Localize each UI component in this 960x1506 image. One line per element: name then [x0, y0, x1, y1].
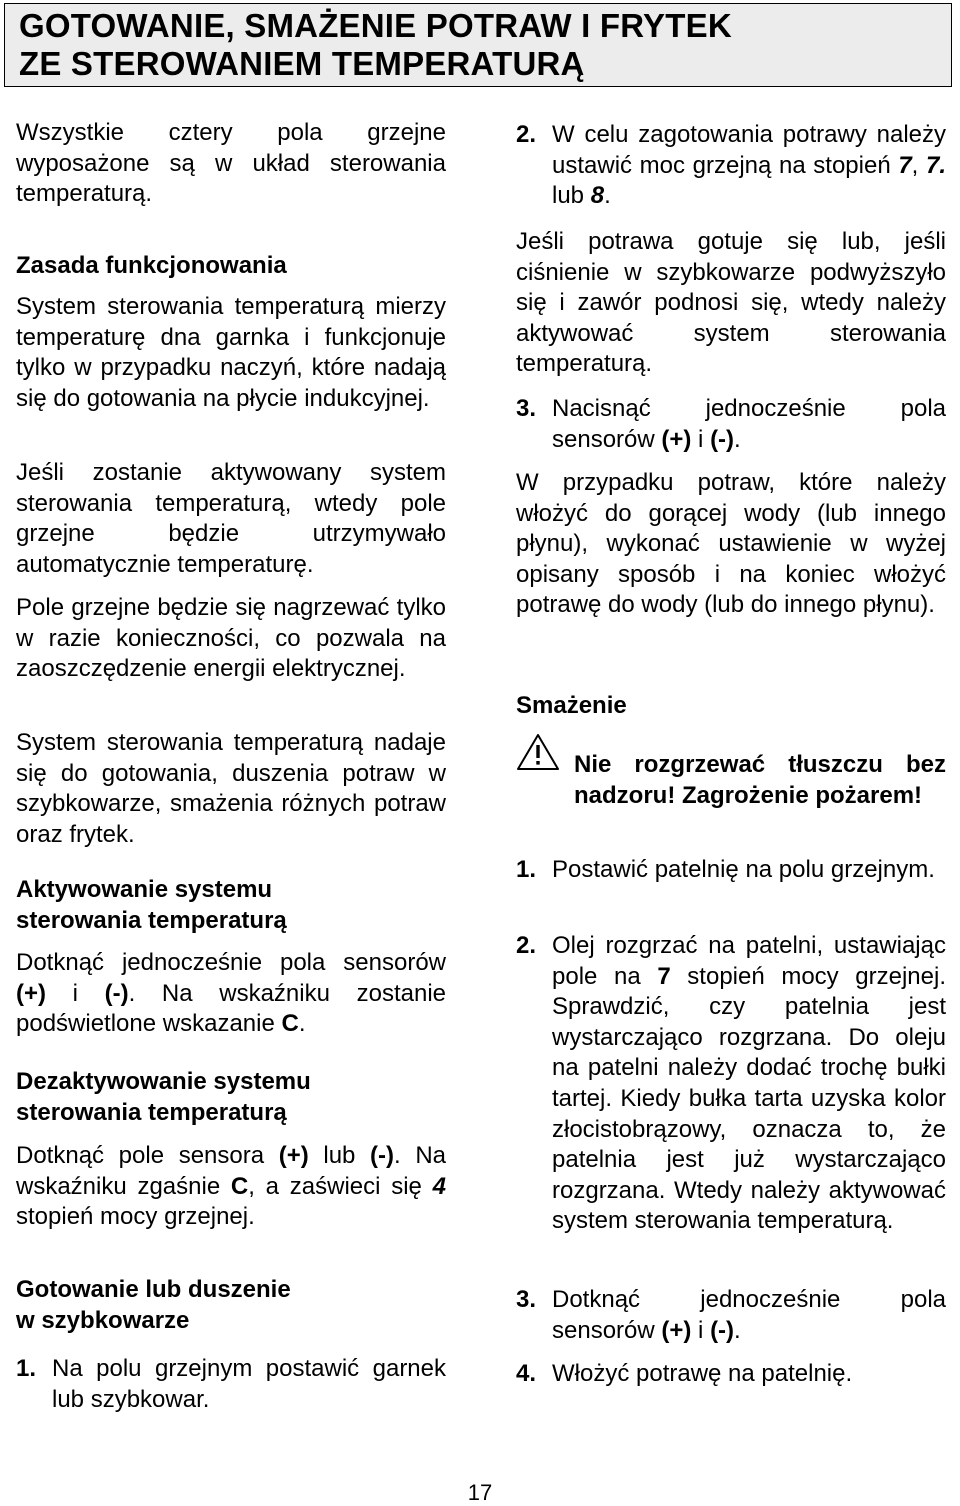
- intro-paragraph: Wszystkie cztery pola grzejne wyposażone są w układ sterowania temperaturą.: [16, 119, 446, 208]
- step-number: 3.: [516, 1286, 537, 1313]
- aktywowanie-paragraph: Dotknąć jednocześnie pola sensorów (+) i (-). Na wskaźniku zostanie podświetlone wskazanie C.: [16, 949, 446, 1038]
- page-title-line-2: ZE STEROWANIEM TEMPERATURĄ: [19, 45, 585, 82]
- page-number: 17: [467, 1480, 493, 1505]
- dezaktywowanie-heading: [16, 1066, 446, 1128]
- zasada-paragraph-2: Jeśli zostanie aktywowany system sterowania temperaturą, wtedy pole grzejne będzie utrzymywało automatycznie temperaturę.: [16, 459, 446, 578]
- jesli-paragraph: Jeśli potrawa gotuje się lub, jeśli ciśnienie w szybkowarze podwyższyło się i zawór podnosi się, wtedy należy aktywować system sterowania temperaturą.: [516, 228, 946, 378]
- zasada-heading: Zasada funkcjonowania: [16, 252, 287, 279]
- step-text: Postawić patelnię na polu grzejnym.: [552, 856, 935, 883]
- step-number: 3.: [516, 395, 537, 422]
- step-text: Na polu grzejnym postawić garnek lub szybkowar.: [52, 1355, 446, 1413]
- step-number: 2.: [516, 121, 537, 148]
- step-text: W celu zagotowania potrawy należy ustawić moc grzejną na stopień 7, 7. lub 8.: [552, 121, 946, 210]
- aktywowanie-heading: [16, 874, 446, 936]
- zasada-paragraph-1: System sterowania temperaturą mierzy temperaturę dna garnka i funkcjonuje tylko w przypadku naczyń, które nadają się do gotowania na płycie indukcyjnej.: [16, 293, 446, 412]
- dezaktywowanie-heading-line-2: sterowania temperaturą: [16, 1099, 287, 1126]
- step-number: 2.: [516, 932, 537, 959]
- zasada-paragraph-4: System sterowania temperaturą nadaje się do gotowania, duszenia potraw w szybkowarze, smażenia różnych potraw oraz frytek.: [16, 729, 446, 848]
- step-text: Włożyć potrawę na patelnię.: [552, 1360, 853, 1387]
- step-text: Nacisnąć jednocześnie pola sensorów (+) i (-).: [552, 395, 946, 453]
- title-box: [4, 3, 952, 87]
- gotowanie-heading: [16, 1274, 446, 1336]
- warning-icon: [516, 732, 560, 772]
- gotowanie-heading-line-1: Gotowanie lub duszenie: [16, 1276, 291, 1303]
- warning-text: Nie rozgrzewać tłuszczu bez nadzoru! Zagrożenie pożarem!: [574, 751, 946, 809]
- w-przypadku-paragraph: W przypadku potraw, które należy włożyć do gorącej wody (lub innego płynu), wykonać ustawienie w wyżej opisany sposób i na koniec włożyć potrawę do wody (lub do innego płynu).: [516, 469, 946, 619]
- page-title-line-1: GOTOWANIE, SMAŻENIE POTRAW I FRYTEK: [19, 7, 732, 44]
- step-text: Olej rozgrzać na patelni, ustawiając pole na 7 stopień mocy grzejnej. Sprawdzić, czy patelnia jest wystarczająco rozgrzana. Do oleju na patelni należy dodać trochę bułki tartej. Kiedy bułka tarta uzyska kolor złocistobrązowy, oznacza to, że patelnia jest już wystarczająco rozgrzana. Wtedy należy aktywować system sterowania temperaturą.: [552, 932, 947, 1235]
- step-number: 1.: [516, 856, 537, 883]
- dezaktywowanie-paragraph: Dotknąć pole sensora (+) lub (-). Na wskaźniku zgaśnie C, a zaświeci się 4 stopień mocy grzejnej.: [16, 1142, 446, 1231]
- smazenie-heading: Smażenie: [516, 692, 627, 719]
- aktywowanie-heading-line-1: Aktywowanie systemu: [16, 876, 273, 903]
- dezaktywowanie-heading-line-1: Dezaktywowanie systemu: [16, 1068, 311, 1095]
- zasada-paragraph-3: Pole grzejne będzie się nagrzewać tylko w razie konieczności, co pozwala na zaoszczędzenie energii elektrycznej.: [16, 594, 446, 683]
- gotowanie-heading-line-2: w szybkowarze: [16, 1307, 190, 1334]
- step-number: 4.: [516, 1360, 537, 1387]
- step-text: Dotknąć jednocześnie pola sensorów (+) i (-).: [552, 1286, 946, 1344]
- aktywowanie-heading-line-2: sterowania temperaturą: [16, 907, 287, 934]
- step-number: 1.: [16, 1355, 37, 1382]
